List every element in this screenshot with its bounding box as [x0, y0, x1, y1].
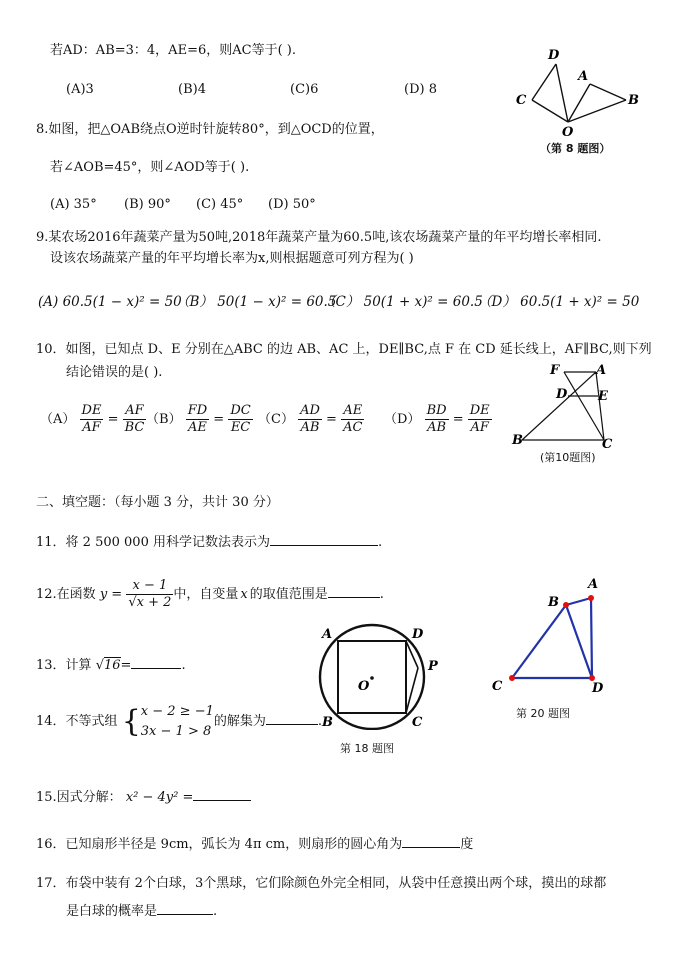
figure-q20-diagram: [488, 572, 618, 697]
q12-fraction: [126, 578, 173, 611]
q14-end: .: [317, 714, 323, 729]
q8-option-b: (B) 90°: [124, 197, 171, 212]
q8-option-c: (C) 45°: [196, 197, 244, 212]
q16: [36, 833, 473, 854]
q11-end: .: [377, 535, 383, 550]
q15: [36, 786, 251, 807]
q17-end: .: [213, 904, 218, 919]
figure-q10-caption: (第10题图): [540, 451, 596, 464]
q18-label-b: B: [322, 715, 333, 730]
q10-option-a-label: （A）: [40, 412, 76, 427]
q10-label-c: C: [602, 437, 613, 452]
q7-stem: 若AD：AB=3：4，AE=6，则AC等于( ).: [50, 43, 296, 58]
section2-heading: 二、填空题：（每小题 3 分，共计 30 分）: [36, 495, 279, 510]
q10-c-left-frac: $\frac{AD}{AB}$: [300, 403, 320, 435]
q10-line2: 结论错误的是( ).: [66, 365, 163, 380]
q8-option-a: (A) 35°: [50, 197, 97, 212]
q10-label-b: B: [512, 433, 523, 448]
q10-c-right-frac: $\frac{AE}{AC}$: [343, 403, 363, 435]
q10-d-left-frac: $\frac{BD}{AB}$: [426, 403, 447, 435]
q13-post: =: [120, 658, 132, 673]
q9-option-b: （B） 50(1 − x)² = 60.5: [176, 294, 337, 310]
q16-end: 度: [460, 837, 474, 852]
q14-brace: {: [121, 703, 141, 739]
q10-label-d: D: [556, 387, 568, 402]
q18-label-c: C: [412, 715, 423, 730]
q10-option-d: （D） $\frac{BD}{AB}$ = $\frac{DE}{AF}$: [384, 403, 490, 435]
q17-line2-text: 是白球的概率是: [66, 904, 158, 919]
q12: [36, 576, 384, 614]
q15-expr: x² − 4y² =: [125, 790, 194, 805]
q10-b-right-frac: $\frac{DC}{EC}$: [230, 403, 251, 435]
figure-q18-diagram: [316, 620, 446, 730]
q7-option-a: (A)3: [66, 82, 94, 97]
q17-answer-blank[interactable]: [157, 900, 213, 915]
q12-end: .: [379, 587, 384, 602]
q7-option-b: (B)4: [178, 82, 206, 97]
q12-var: x: [240, 587, 248, 602]
q18-label-a: A: [322, 627, 333, 642]
q20-label-c: C: [492, 679, 503, 694]
q12-y: y =: [99, 587, 123, 602]
q16-text: 16．已知扇形半径是 9cm，弧长为 4π cm，则扇形的圆心角为: [36, 837, 403, 852]
q10-option-c: （C） $\frac{AD}{AB}$ = $\frac{AE}{AC}$: [258, 403, 363, 435]
q17-line1: 17．布袋中装有 2个白球，3个黑球，它们除颜色外完全相同，从袋中任意摸出两个球，摸出的球都: [36, 876, 607, 891]
q9-option-a: (A) 60.5(1 − x)² = 50: [38, 294, 182, 310]
q13: [36, 654, 186, 675]
q12-post: 的取值范围是: [249, 587, 328, 602]
q14: [36, 700, 322, 744]
figure-q8-caption: （第 8 题图）: [540, 142, 611, 155]
q13-pre: 13．计算: [36, 658, 92, 673]
q10-label-a: A: [596, 363, 607, 378]
q18-label-p: P: [428, 659, 438, 674]
q10-label-e: E: [598, 389, 608, 404]
figure-q18-caption: 第 18 题图: [340, 742, 394, 755]
q8-line2: 若∠AOB=45°，则∠AOD等于( ).: [50, 160, 250, 175]
q10-b-left-frac: $\frac{FD}{AE}$: [187, 403, 208, 435]
q14-ineq2: 3x − 1 > 8: [140, 723, 212, 739]
q10-a-left-frac: $\frac{DE}{AF}$: [81, 403, 102, 435]
q12-answer-blank[interactable]: [328, 583, 380, 598]
q10-option-b: （B） $\frac{FD}{AE}$ = $\frac{DC}{EC}$: [146, 403, 251, 435]
q18-label-d: D: [412, 627, 424, 642]
q15-pre: 15.因式分解：: [36, 790, 122, 805]
q20-label-d: D: [592, 681, 604, 696]
q20-label-a: A: [588, 577, 599, 592]
q10-line1: 10．如图，已知点 D、E 分别在△ABC 的边 AB、AC 上，DE∥BC,点 F 在 CD 延长线上，AF∥BC,则下列: [36, 342, 652, 357]
q9-option-d: （D） 60.5(1 + x)² = 50: [478, 294, 640, 310]
q20-label-b: B: [548, 595, 559, 610]
q14-ineq1: x − 2 ≥ −1: [140, 703, 214, 719]
q13-end: .: [181, 658, 186, 673]
q12-denominator: √x + 2: [128, 595, 172, 610]
q14-pre: 14．不等式组: [36, 714, 118, 729]
q8-label-o: O: [562, 125, 574, 140]
q8-label-b: B: [628, 93, 639, 108]
q9-option-c: （C） 50(1 + x)² = 60.5: [322, 294, 483, 310]
q10-option-d-label: （D）: [384, 412, 421, 427]
q14-post: 的解集为: [213, 714, 266, 729]
q7-option-d: (D) 8: [404, 82, 437, 97]
figure-q18: [316, 620, 446, 730]
q10-option-c-label: （C）: [258, 412, 294, 427]
q14-answer-blank[interactable]: [266, 710, 318, 725]
q8-label-c: C: [516, 93, 527, 108]
q10-option-b-label: （B）: [146, 412, 182, 427]
q16-answer-blank[interactable]: [402, 833, 460, 848]
q10-d-right-frac: $\frac{DE}{AF}$: [469, 403, 490, 435]
q12-numerator: x − 1: [126, 578, 173, 595]
q14-system: [141, 702, 214, 742]
figure-q10: [508, 360, 628, 452]
q18-label-o: O: [358, 679, 370, 694]
q8-line1: 8.如图，把△OAB绕点O逆时针旋转80°，到△OCD的位置，: [36, 122, 384, 137]
q10-label-f: F: [550, 363, 560, 378]
q11-text: 11．将 2 500 000 用科学记数法表示为: [36, 535, 270, 550]
q12-mid: 中，自变量: [173, 587, 239, 602]
q7-option-c: (C)6: [290, 82, 319, 97]
q15-answer-blank[interactable]: [193, 786, 251, 801]
q10-option-a: （A） $\frac{DE}{AF}$ = $\frac{AF}{BC}$: [40, 403, 145, 435]
q8-label-d: D: [548, 48, 560, 63]
figure-q20: [488, 572, 618, 697]
q13-answer-blank[interactable]: [131, 654, 181, 669]
q9-line1: 9.某农场2016年蔬菜产量为50吨,2018年蔬菜产量为60.5吨,该农场蔬菜产量的年平均增长率相同.: [36, 230, 602, 245]
q12-pre: 12.在函数: [36, 587, 96, 602]
q13-sqrt: √16: [95, 658, 121, 673]
q17-line2: [66, 900, 217, 921]
q8-label-a: A: [578, 69, 589, 84]
figure-q20-caption: 第 20 题图: [516, 707, 570, 720]
q11: [36, 531, 382, 552]
q9-line2: 设该农场蔬菜产量的年平均增长率为x,则根据题意可列方程为( ): [50, 251, 414, 266]
q10-a-right-frac: $\frac{AF}{BC}$: [124, 403, 145, 435]
figure-q10-diagram: [508, 360, 628, 452]
q11-answer-blank[interactable]: [270, 531, 378, 546]
q8-option-d: (D) 50°: [268, 197, 316, 212]
